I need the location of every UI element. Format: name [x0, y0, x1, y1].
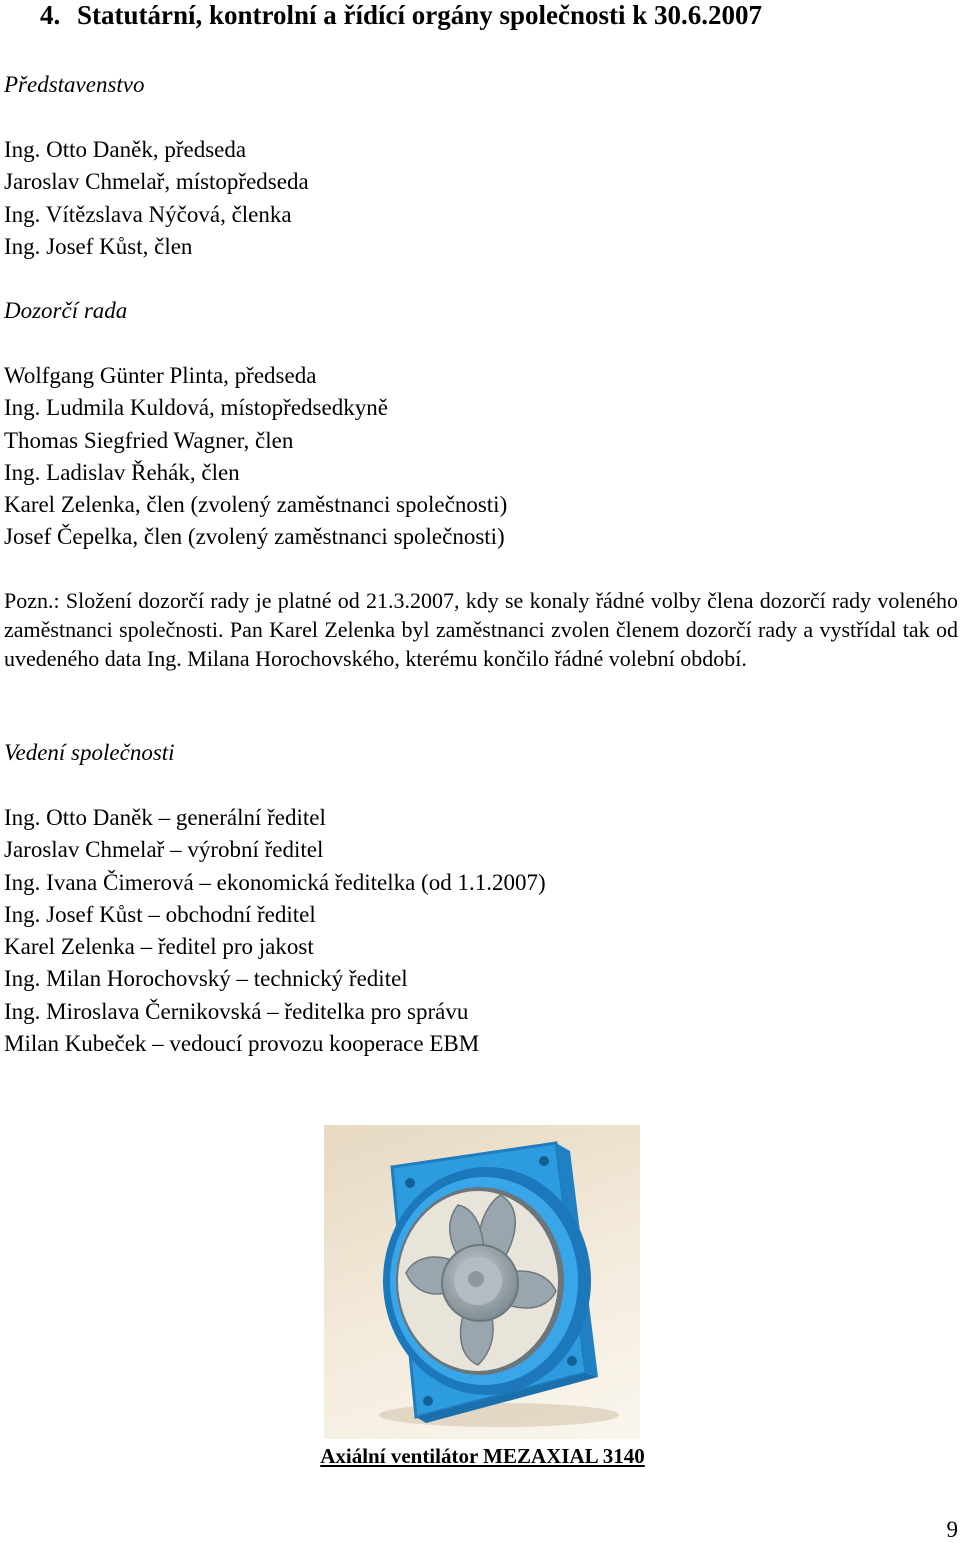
- list-item: Milan Kubeček – vedoucí provozu kooperace EBM: [4, 1031, 480, 1057]
- list-item: Karel Zelenka, člen (zvolený zaměstnanci společnosti): [4, 492, 508, 518]
- figure-caption: Axiální ventilátor MEZAXIAL 3140: [320, 1444, 645, 1468]
- list-item: Josef Čepelka, člen (zvolený zaměstnanci společnosti): [4, 524, 505, 550]
- list-item: Thomas Siegfried Wagner, člen: [4, 427, 294, 453]
- management-title: Vedení společnosti: [4, 740, 175, 765]
- board-members-list: [4, 134, 309, 263]
- list-item: Ing. Ladislav Řehák, člen: [4, 459, 240, 485]
- list-item: Jaroslav Chmelař – výrobní ředitel: [4, 837, 324, 863]
- list-item: Jaroslav Chmelař, místopředseda: [4, 169, 309, 195]
- list-item: Ing. Otto Daněk, předseda: [4, 137, 247, 162]
- section-number: 4.: [40, 0, 61, 30]
- list-item: Ing. Miroslava Černikovská – ředitelka pro správu: [4, 998, 469, 1024]
- board-title: Představenstvo: [4, 72, 145, 97]
- list-item: Ing. Vítězslava Nýčová, členka: [4, 201, 292, 227]
- list-item: Ing. Josef Kůst – obchodní ředitel: [4, 901, 316, 927]
- section-title-text: Statutární, kontrolní a řídící orgány společnosti k 30.6.2007: [77, 0, 763, 30]
- axial-fan-image: [324, 1125, 640, 1439]
- supervisory-members-list: [4, 360, 507, 554]
- section-heading: [0, 0, 762, 30]
- list-item: Karel Zelenka – ředitel pro jakost: [4, 934, 314, 960]
- fan-photo: [324, 1125, 640, 1439]
- list-item: Wolfgang Günter Plinta, předseda: [4, 363, 317, 388]
- list-item: Ing. Milan Horochovský – technický ředitel: [4, 966, 408, 992]
- list-item: Ing. Josef Kůst, člen: [4, 233, 193, 259]
- list-item: Ing. Ludmila Kuldová, místopředsedkyně: [4, 395, 388, 421]
- management-members-list: [4, 802, 546, 1060]
- supervisory-board-title: Dozorčí rada: [4, 298, 128, 323]
- supervisory-note: Pozn.: Složení dozorčí rady je platné od 21.3.2007, kdy se konaly řádné volby člena dozorčí rady voleného zaměstnanci společnosti. Pan Karel Zelenka byl zaměstnanci zvolen členem dozorčí rady a vystřídal tak od uvedeného data Ing. Milana Horochovského, kterému končilo řádné volební období.: [4, 588, 958, 671]
- page-number: 9: [946, 1517, 958, 1542]
- list-item: Ing. Otto Daněk – generální ředitel: [4, 805, 326, 830]
- list-item: Ing. Ivana Čimerová – ekonomická ředitelka (od 1.1.2007): [4, 869, 546, 895]
